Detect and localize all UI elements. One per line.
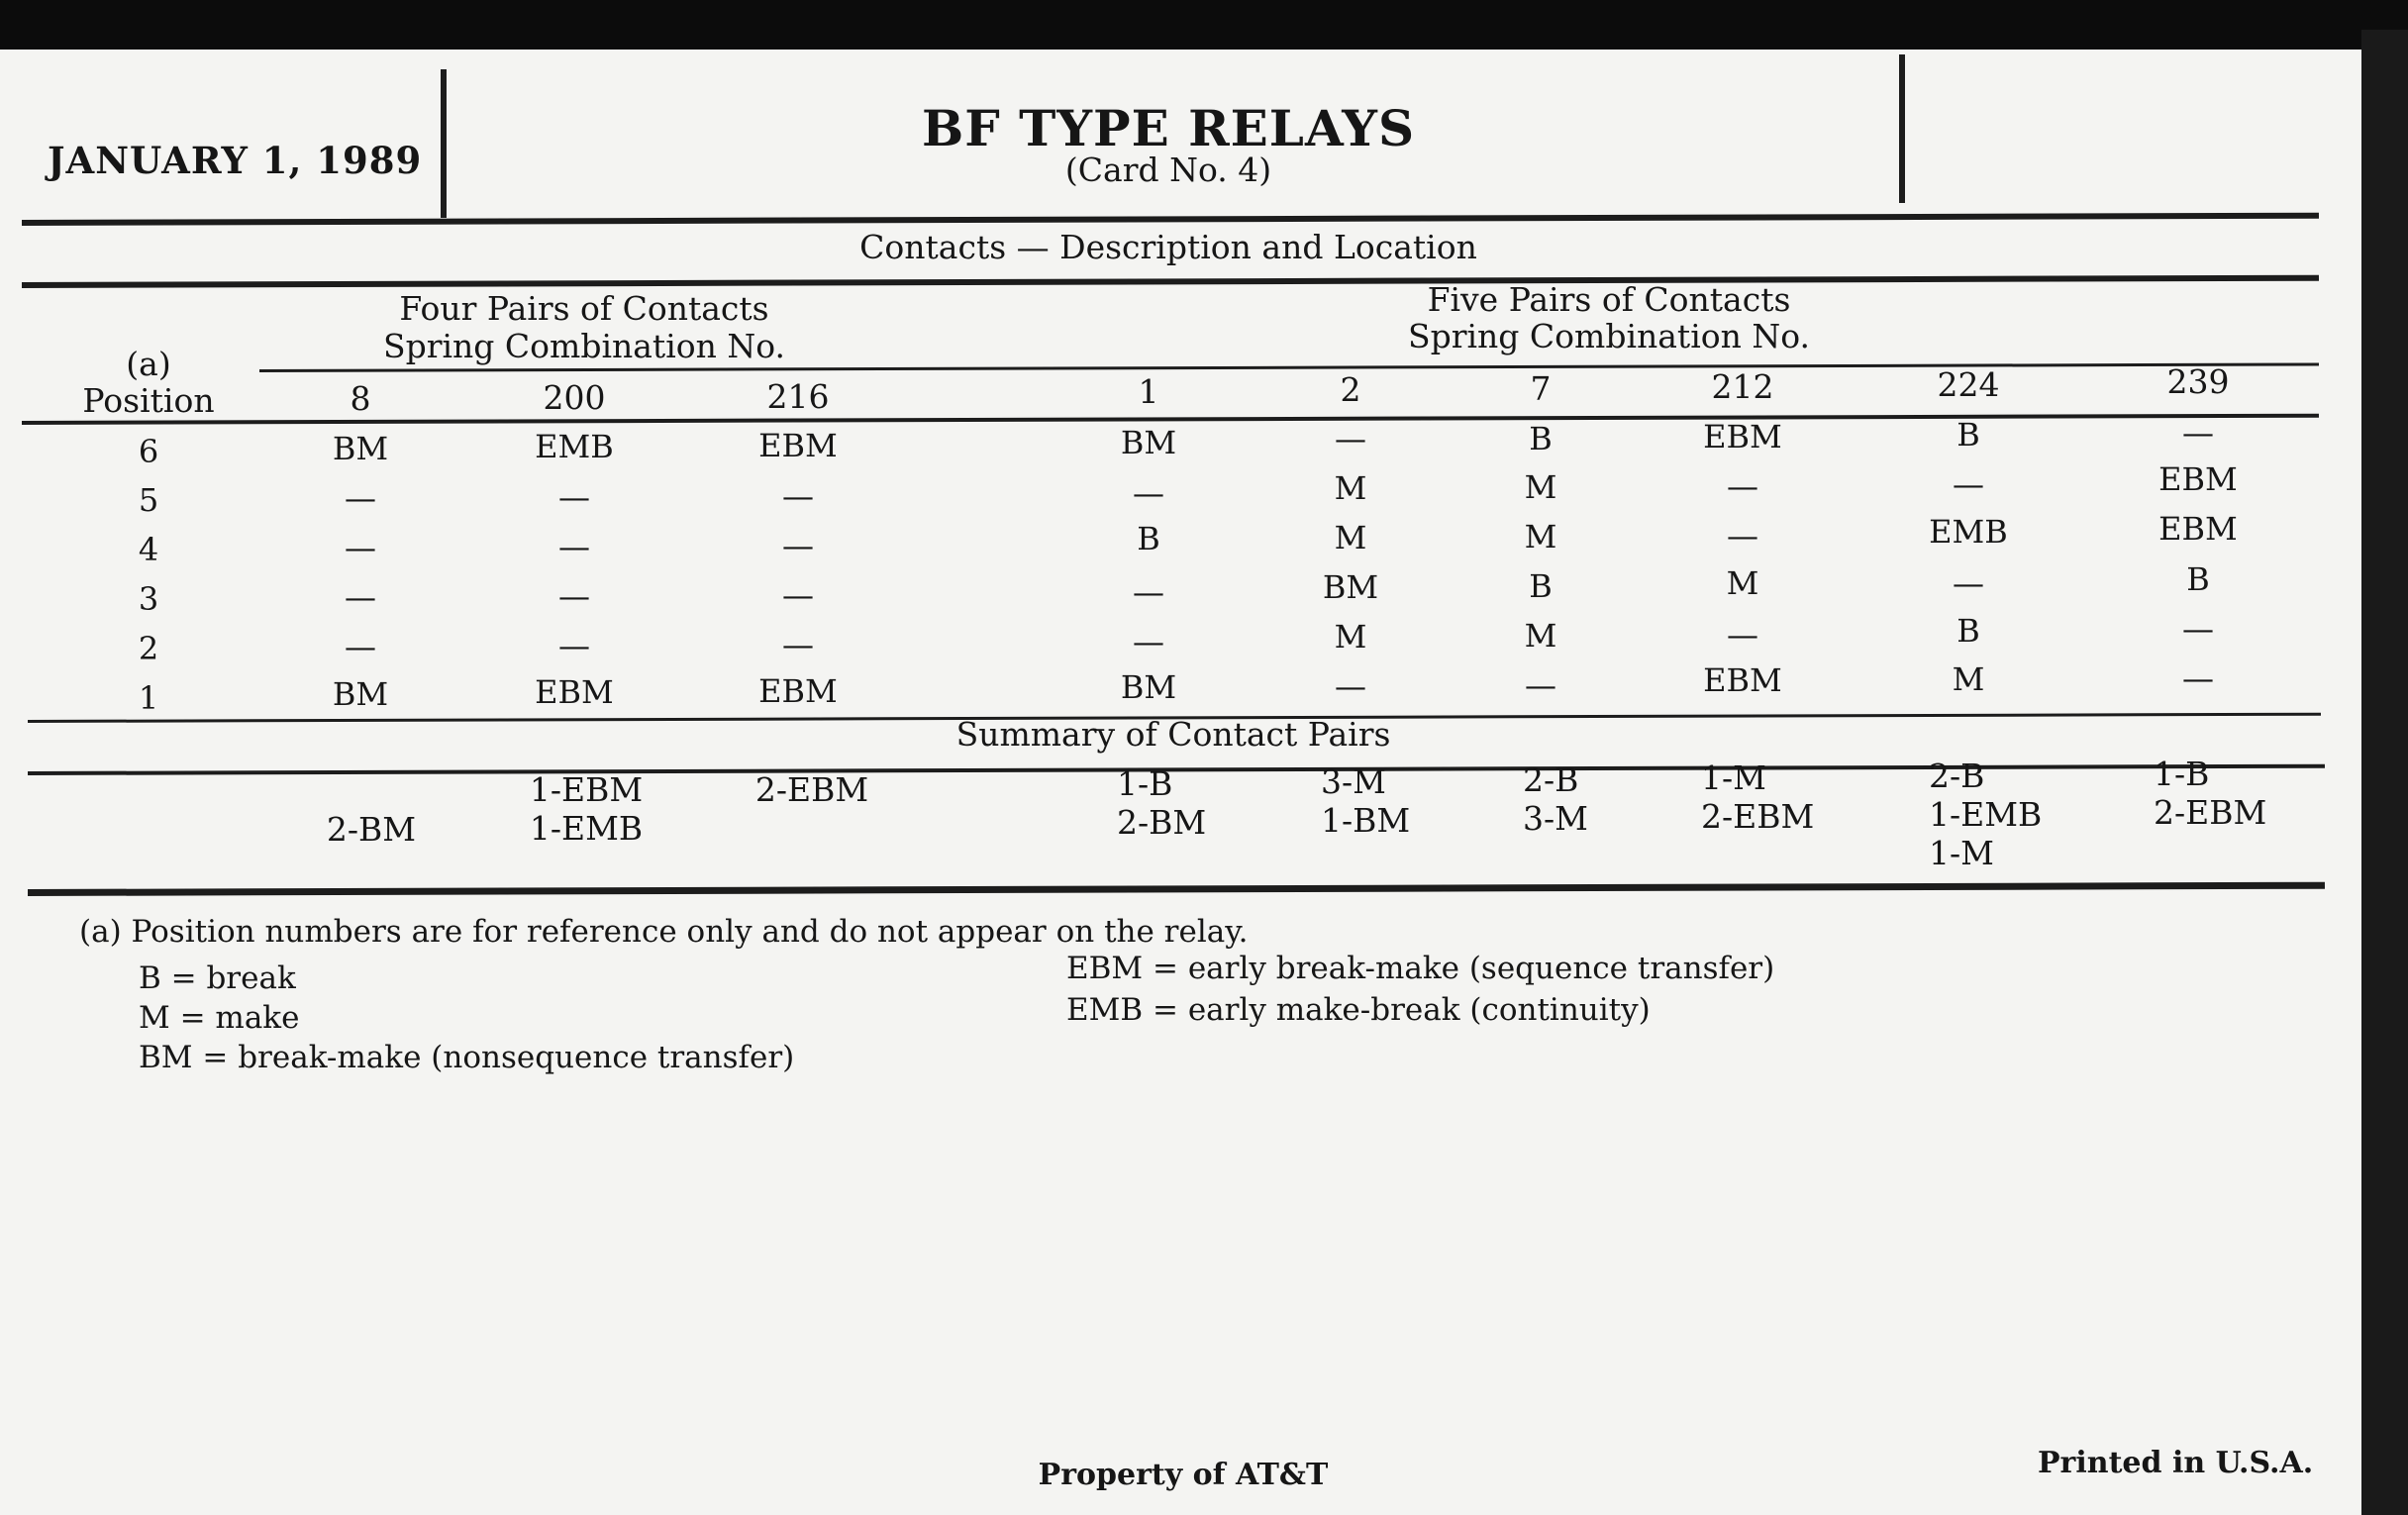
table-cell: — xyxy=(558,627,590,664)
table-cell: — xyxy=(1133,623,1164,660)
table-cell: — xyxy=(782,527,814,564)
table-cell: M xyxy=(1524,518,1557,556)
table-cell: — xyxy=(1727,616,1758,654)
position-4: 4 xyxy=(138,531,159,568)
table-cell: B xyxy=(1956,612,1980,650)
table-cell: BM xyxy=(1120,424,1177,461)
table-cell: EBM xyxy=(535,673,614,711)
table-cell: M xyxy=(1726,564,1759,602)
position-heading: Position xyxy=(82,381,215,420)
table-cell: BM xyxy=(332,675,389,713)
table-cell: — xyxy=(1133,474,1164,512)
card-title: BF TYPE RELAYS xyxy=(921,99,1416,157)
table-cell: M xyxy=(1334,469,1367,507)
legend-early-break-make: EBM = early break-make (sequence transfer) xyxy=(1066,951,1775,986)
col-header-212: 212 xyxy=(1711,367,1774,406)
card-date: JANUARY 1, 1989 xyxy=(48,139,423,182)
table-cell: — xyxy=(782,576,814,614)
footer-printed: Printed in U.S.A. xyxy=(2038,1446,2314,1480)
legend-make: M = make xyxy=(139,1000,300,1036)
four-pairs-heading: Four Pairs of Contacts xyxy=(399,289,769,328)
table-cell: — xyxy=(2182,659,2214,697)
table-cell: B xyxy=(1529,420,1553,457)
summary-cell: 1-B 2-BM xyxy=(1117,764,1207,842)
table-cell: — xyxy=(345,628,376,665)
table-cell: EBM xyxy=(2158,460,2238,498)
table-cell: B xyxy=(1956,416,1980,454)
table-cell: B xyxy=(2186,560,2210,598)
table-cell: EBM xyxy=(1703,661,1782,699)
col-header-7: 7 xyxy=(1530,369,1552,408)
table-cell: EBM xyxy=(758,427,838,464)
table-cell: M xyxy=(1334,519,1367,556)
card-subtitle: (Card No. 4) xyxy=(1064,151,1272,189)
table-cell: — xyxy=(1953,465,1984,503)
table-cell: — xyxy=(1335,667,1366,705)
scan-edge xyxy=(2361,30,2408,1515)
summary-cell: 2-B 1-EMB 1-M xyxy=(1929,757,2043,872)
table-cell: — xyxy=(1133,573,1164,611)
summary-cell: 1-B 2-EBM xyxy=(2154,755,2267,832)
position-3: 3 xyxy=(138,580,159,618)
summary-cell: 2-BM xyxy=(326,810,417,849)
col-header-216: 216 xyxy=(766,377,830,416)
legend-break: B = break xyxy=(139,960,296,996)
table-cell: — xyxy=(345,479,376,517)
col-header-239: 239 xyxy=(2166,362,2230,401)
table-cell: BM xyxy=(332,430,389,467)
table-cell: EBM xyxy=(758,672,838,710)
four-pairs-subheading: Spring Combination No. xyxy=(382,327,786,365)
five-pairs-subheading: Spring Combination No. xyxy=(1407,317,1811,355)
table-cell: M xyxy=(1334,618,1367,656)
table-cell: — xyxy=(1727,517,1758,555)
table-cell: — xyxy=(2182,610,2214,648)
position-heading-note: (a) xyxy=(126,345,171,383)
table-cell: BM xyxy=(1120,668,1177,706)
col-header-2: 2 xyxy=(1340,370,1361,409)
header-divider-left xyxy=(441,69,447,218)
table-cell: — xyxy=(345,529,376,566)
table-cell: — xyxy=(558,528,590,565)
position-1: 1 xyxy=(138,679,159,717)
table-cell: BM xyxy=(1322,568,1379,606)
legend-early-make-break: EMB = early make-break (continuity) xyxy=(1066,992,1651,1028)
position-2: 2 xyxy=(138,630,159,667)
summary-cell: 3-M 1-BM xyxy=(1321,762,1411,840)
section-title: Contacts — Description and Location xyxy=(859,228,1477,266)
table-cell: — xyxy=(1953,564,1984,602)
summary-cell: 1-M 2-EBM xyxy=(1701,758,1815,836)
table-cell: — xyxy=(345,578,376,616)
col-header-224: 224 xyxy=(1937,365,2000,404)
table-cell: B xyxy=(1137,520,1160,557)
table-cell: EMB xyxy=(1929,513,2008,551)
table-cell: B xyxy=(1529,567,1553,605)
summary-cell: 2-B 3-M xyxy=(1523,760,1588,838)
table-cell: EBM xyxy=(1703,418,1782,455)
table-cell: — xyxy=(558,478,590,516)
table-cell: M xyxy=(1524,468,1557,506)
table-cell: EMB xyxy=(535,428,614,465)
table-cell: — xyxy=(2182,414,2214,452)
table-cell: EBM xyxy=(2158,510,2238,548)
header-divider-right xyxy=(1899,54,1905,203)
position-6: 6 xyxy=(138,433,159,470)
five-pairs-heading: Five Pairs of Contacts xyxy=(1427,280,1791,319)
summary-title: Summary of Contact Pairs xyxy=(955,715,1391,754)
table-cell: — xyxy=(558,577,590,615)
table-cell: M xyxy=(1952,660,1985,698)
col-header-200: 200 xyxy=(543,378,606,417)
col-header-1: 1 xyxy=(1138,372,1159,411)
table-cell: M xyxy=(1524,617,1557,655)
position-5: 5 xyxy=(138,481,159,519)
table-cell: — xyxy=(1525,666,1556,704)
legend-break-make: BM = break-make (nonsequence transfer) xyxy=(139,1040,795,1075)
footer-property: Property of AT&T xyxy=(1038,1458,1329,1492)
footnote-a: (a) Position numbers are for reference only and do not appear on the relay. xyxy=(79,914,1249,950)
table-cell: — xyxy=(782,626,814,663)
summary-cell: 1-EBM 1-EMB xyxy=(529,770,644,848)
table-cell: — xyxy=(1335,420,1366,457)
summary-cell: 2-EBM xyxy=(754,770,869,809)
col-header-8: 8 xyxy=(350,379,371,418)
table-cell: — xyxy=(1727,467,1758,505)
table-cell: — xyxy=(782,477,814,515)
